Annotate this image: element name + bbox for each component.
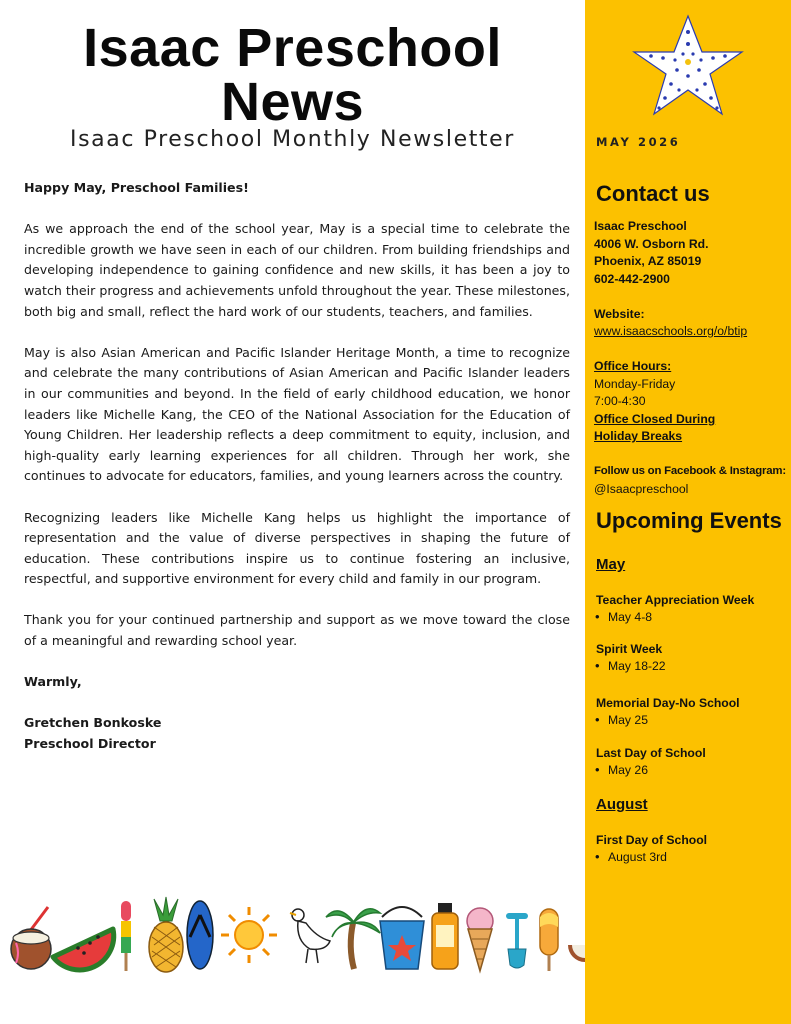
signer-name: Gretchen Bonkoske	[24, 715, 162, 731]
address-line1: 4006 W. Osborn Rd.	[594, 237, 709, 251]
director-letter	[24, 178, 570, 755]
event-date: • May 25	[608, 713, 648, 727]
flip-flop-icon	[187, 901, 213, 969]
half-coconut-icon	[568, 945, 585, 962]
letter-paragraph: Thank you for your continued partnership and support as we move toward the close of a meaningful and rewarding school year.	[24, 612, 570, 649]
events-heading: Upcoming Events	[596, 508, 782, 533]
newsletter-subtitle: Isaac Preschool Monthly Newsletter	[70, 127, 515, 152]
website-link[interactable]: www.isaacschools.org/o/btip	[594, 324, 748, 338]
seagull-icon	[290, 909, 330, 963]
social-handle[interactable]: @Isaacpreschool	[594, 482, 689, 496]
event-date: • May 26	[608, 763, 648, 777]
sun-icon	[221, 907, 277, 963]
contact-heading: Contact us	[596, 181, 710, 206]
office-time: 7:00-4:30	[594, 394, 646, 408]
sunscreen-bottle-icon	[432, 903, 458, 969]
events-month-may: May	[596, 556, 626, 573]
office-closed-line2: Holiday Breaks	[594, 429, 683, 443]
event-title: First Day of School	[596, 833, 708, 847]
website-label: Website:	[594, 307, 645, 321]
event-title: Spirit Week	[596, 642, 663, 656]
signer-title: Preschool Director	[24, 736, 156, 752]
newsletter-title-line2: News	[220, 72, 365, 132]
letter-greeting: Happy May, Preschool Families!	[24, 180, 249, 195]
pineapple-icon	[149, 897, 183, 972]
sand-bucket-icon	[380, 907, 424, 969]
palm-tree-icon	[326, 909, 380, 969]
event-date: • May 18-22	[608, 659, 666, 673]
event-title: Teacher Appreciation Week	[596, 593, 755, 607]
events-month-august: August	[596, 796, 648, 813]
office-closed-line1: Office Closed During	[594, 412, 716, 426]
popsicle-icon	[121, 901, 131, 971]
star-icon	[631, 14, 745, 118]
school-name: Isaac Preschool	[594, 219, 687, 233]
letter-paragraph: May is also Asian American and Pacific Islander Heritage Month, a time to recognize and celebrate the many contributions of Asian American and Pacific Islander leaders in our communities and beyond. In the field of early childhood education, we honor leaders like Michelle Kang, the CEO of the National Association for the Education of Young Children. Her leadership reflects a deep commitment to equity, inclusion, and high-quality early learning experiences for all children. Through her work, she continues to advocate for educators, families, and young learners across the country.	[24, 344, 570, 484]
ice-cream-cone-icon	[467, 908, 493, 971]
event-title: Last Day of School	[596, 746, 706, 760]
shovel-icon	[506, 913, 528, 968]
coconut-drink-icon	[11, 907, 51, 969]
letter-paragraph: As we approach the end of the school year, May is a special time to celebrate the incredible growth we have seen in each of our children. From building friendships and developing independence to gaining confidence and new skills, it has been a joy to watch their progress and achievements unfold throughout the year. These milestones, both big and small, reflect the hard work of our students, teachers, and families.	[24, 221, 570, 319]
letter-closing: Warmly,	[24, 674, 82, 690]
newsletter-title-line1: Isaac Preschool	[83, 18, 502, 78]
sidebar	[585, 0, 791, 1024]
issue-date: MAY 2026	[596, 135, 681, 149]
event-date: • May 4-8	[608, 610, 652, 624]
letter-paragraph: Recognizing leaders like Michelle Kang helps us highlight the importance of representation and the value of diverse perspectives in shaping the future of education. These contributions inspire us to continue fostering an inclusive, respectful, and supportive environment for every child and family in our program.	[24, 509, 570, 587]
event-date: • August 3rd	[608, 850, 667, 864]
phone-number: 602-442-2900	[594, 272, 670, 286]
event-title: Memorial Day-No School	[596, 696, 740, 710]
watermelon-slice-icon	[53, 929, 114, 970]
ice-pop-icon	[540, 909, 558, 971]
office-days: Monday-Friday	[594, 377, 676, 391]
signature-block	[24, 713, 570, 754]
summer-icon-strip	[8, 893, 585, 975]
office-hours-label: Office Hours:	[594, 359, 672, 373]
social-label: Follow us on Facebook & Instagram:	[594, 465, 786, 477]
address-line2: Phoenix, AZ 85019	[594, 254, 702, 268]
